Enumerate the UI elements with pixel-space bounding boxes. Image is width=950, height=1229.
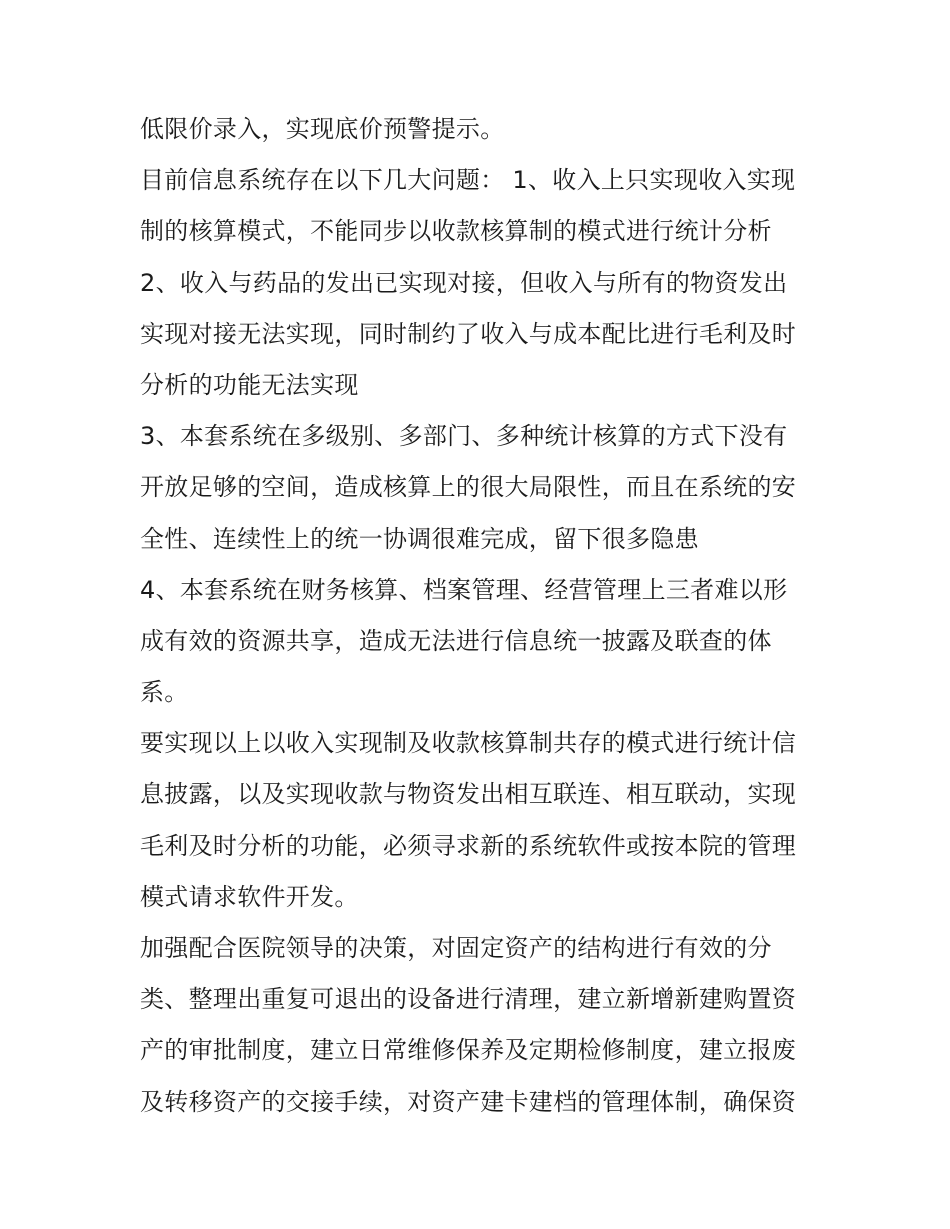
text-line: 分析的功能无法实现: [140, 370, 359, 399]
text-line: 实现对接无法实现，同时制约了收入与成本配比进行毛利及时: [140, 319, 797, 348]
text-line: 4、本套系统在财务核算、档案管理、经营管理上三者难以形: [140, 575, 788, 604]
text-line: 目前信息系统存在以下几大问题： 1、收入上只实现收入实现: [140, 166, 796, 195]
text-line: 3、本套系统在多级别、多部门、多种统计核算的方式下没有: [140, 422, 788, 451]
text-line: 低限价录入，实现底价预警提示。: [140, 115, 505, 143]
text-line: 加强配合医院领导的决策，对固定资产的结构进行有效的分: [140, 934, 772, 962]
text-line: 2、收入与药品的发出已实现对接，但收入与所有的物资发出: [140, 268, 788, 297]
text-line: 产的审批制度，建立日常维修保养及定期检修制度，建立报废: [140, 1036, 797, 1065]
text-line: 类、整理出重复可退出的设备进行清理，建立新增新建购置资: [140, 985, 797, 1014]
text-line: 要实现以上以收入实现制及收款核算制共存的模式进行统计信: [140, 729, 797, 758]
text-line: 毛利及时分析的功能，必须寻求新的系统软件或按本院的管理: [140, 831, 797, 860]
body-text: [140, 104, 815, 1128]
text-line: 全性、连续性上的统一协调很难完成，留下很多隐患: [140, 524, 699, 553]
text-line: 息披露，以及实现收款与物资发出相互联连、相互联动，实现: [140, 780, 797, 809]
text-line: 成有效的资源共享，造成无法进行信息统一披露及联查的体: [140, 626, 772, 655]
text-line: 模式请求软件开发。: [140, 882, 359, 911]
text-line: 开放足够的空间，造成核算上的很大局限性，而且在系统的安: [140, 473, 797, 502]
text-line: 制的核算模式，不能同步以收款核算制的模式进行统计分析: [140, 217, 772, 246]
text-line: 及转移资产的交接手续，对资产建卡建档的管理体制，确保资: [140, 1087, 797, 1116]
text-line: 系。: [140, 678, 189, 707]
